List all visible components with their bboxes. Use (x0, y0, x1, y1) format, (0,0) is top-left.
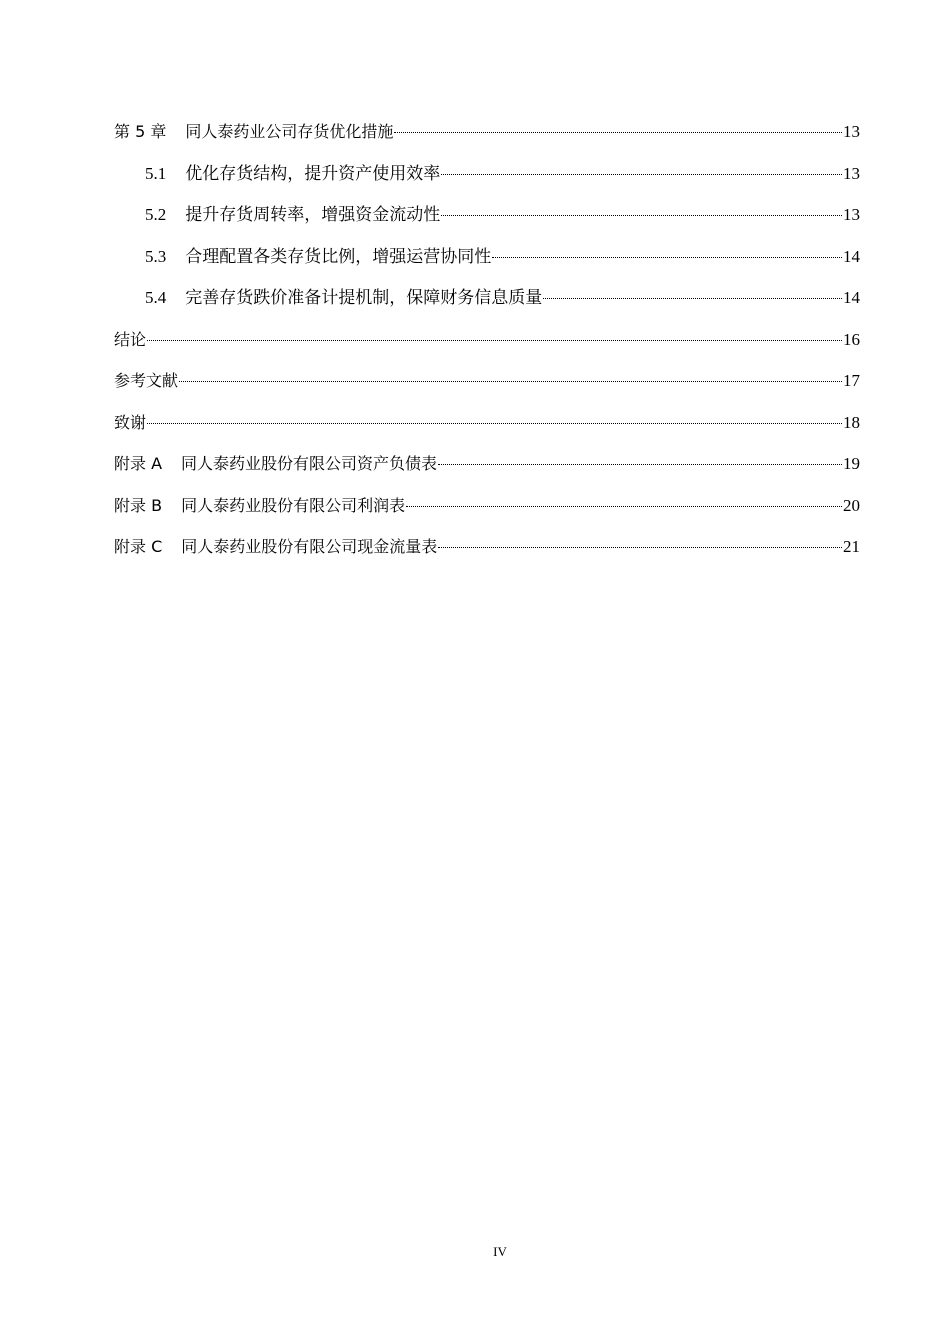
toc-entry-acknowledgements[interactable] (114, 409, 860, 451)
toc-leader-dots (492, 257, 842, 258)
toc-entry-references[interactable] (114, 367, 860, 409)
toc-entry-page: 13 (843, 163, 860, 183)
toc-entry-title: 优化存货结构，提升资产使用效率 (185, 163, 441, 183)
toc-entry-title: 同人泰药业股份有限公司现金流量表 (181, 537, 438, 556)
toc-leader-dots (441, 215, 842, 216)
toc-entry-number: 附录 B (114, 495, 163, 515)
toc-entry-title: 同人泰药业股份有限公司资产负债表 (181, 454, 438, 473)
toc-leader-dots (441, 174, 842, 175)
toc-entry-5-3[interactable] (114, 243, 860, 285)
toc-entry-title: 参考文献 (114, 371, 179, 390)
toc-leader-dots (406, 506, 842, 507)
toc-entry-page: 14 (843, 246, 860, 266)
toc-entry-chapter-5[interactable] (114, 118, 860, 160)
toc-entry-page: 19 (843, 454, 860, 473)
toc-entry-number: 第 5 章 (114, 122, 167, 141)
toc-entry-page: 17 (843, 371, 860, 390)
toc-entry-appendix-b[interactable] (114, 492, 860, 534)
toc-leader-dots (147, 340, 842, 341)
toc-entry-title: 致谢 (114, 412, 147, 432)
toc-entry-title: 完善存货跌价准备计提机制，保障财务信息质量 (185, 288, 543, 307)
toc-entry-appendix-a[interactable] (114, 450, 860, 492)
toc-entry-number: 5.3 (145, 246, 167, 266)
toc-entry-title: 提升存货周转率，增强资金流动性 (185, 205, 441, 224)
toc-entry-page: 18 (843, 412, 860, 432)
toc-leader-dots (179, 381, 842, 382)
toc-entry-title: 同人泰药业公司存货优化措施 (185, 122, 394, 141)
toc-entry-number: 附录 C (114, 537, 163, 556)
toc-entry-title: 合理配置各类存货比例，增强运营协同性 (185, 246, 492, 266)
toc-entry-page: 16 (843, 329, 860, 349)
toc-entry-number: 5.4 (145, 288, 167, 307)
toc-entry-title: 结论 (114, 329, 147, 349)
toc-entry-5-4[interactable] (114, 284, 860, 326)
toc-entry-page: 13 (843, 205, 860, 224)
toc-entry-page: 20 (843, 495, 860, 515)
toc-entry-page: 14 (843, 288, 860, 307)
toc-entry-number: 5.1 (145, 163, 167, 183)
toc-entry-page: 13 (843, 122, 860, 141)
toc-entry-title: 同人泰药业股份有限公司利润表 (181, 495, 406, 515)
toc-leader-dots (147, 423, 842, 424)
toc-leader-dots (394, 132, 842, 133)
toc-leader-dots (438, 464, 842, 465)
toc-entry-number: 附录 A (114, 454, 163, 473)
toc-entry-appendix-c[interactable] (114, 533, 860, 575)
toc-entry-conclusion[interactable] (114, 326, 860, 368)
table-of-contents (114, 118, 860, 575)
toc-entry-number: 5.2 (145, 205, 167, 224)
toc-leader-dots (438, 547, 842, 548)
page-number: IV (493, 1244, 507, 1259)
toc-leader-dots (543, 298, 842, 299)
toc-entry-5-2[interactable] (114, 201, 860, 243)
toc-entry-5-1[interactable] (114, 160, 860, 202)
toc-entry-page: 21 (843, 537, 860, 556)
